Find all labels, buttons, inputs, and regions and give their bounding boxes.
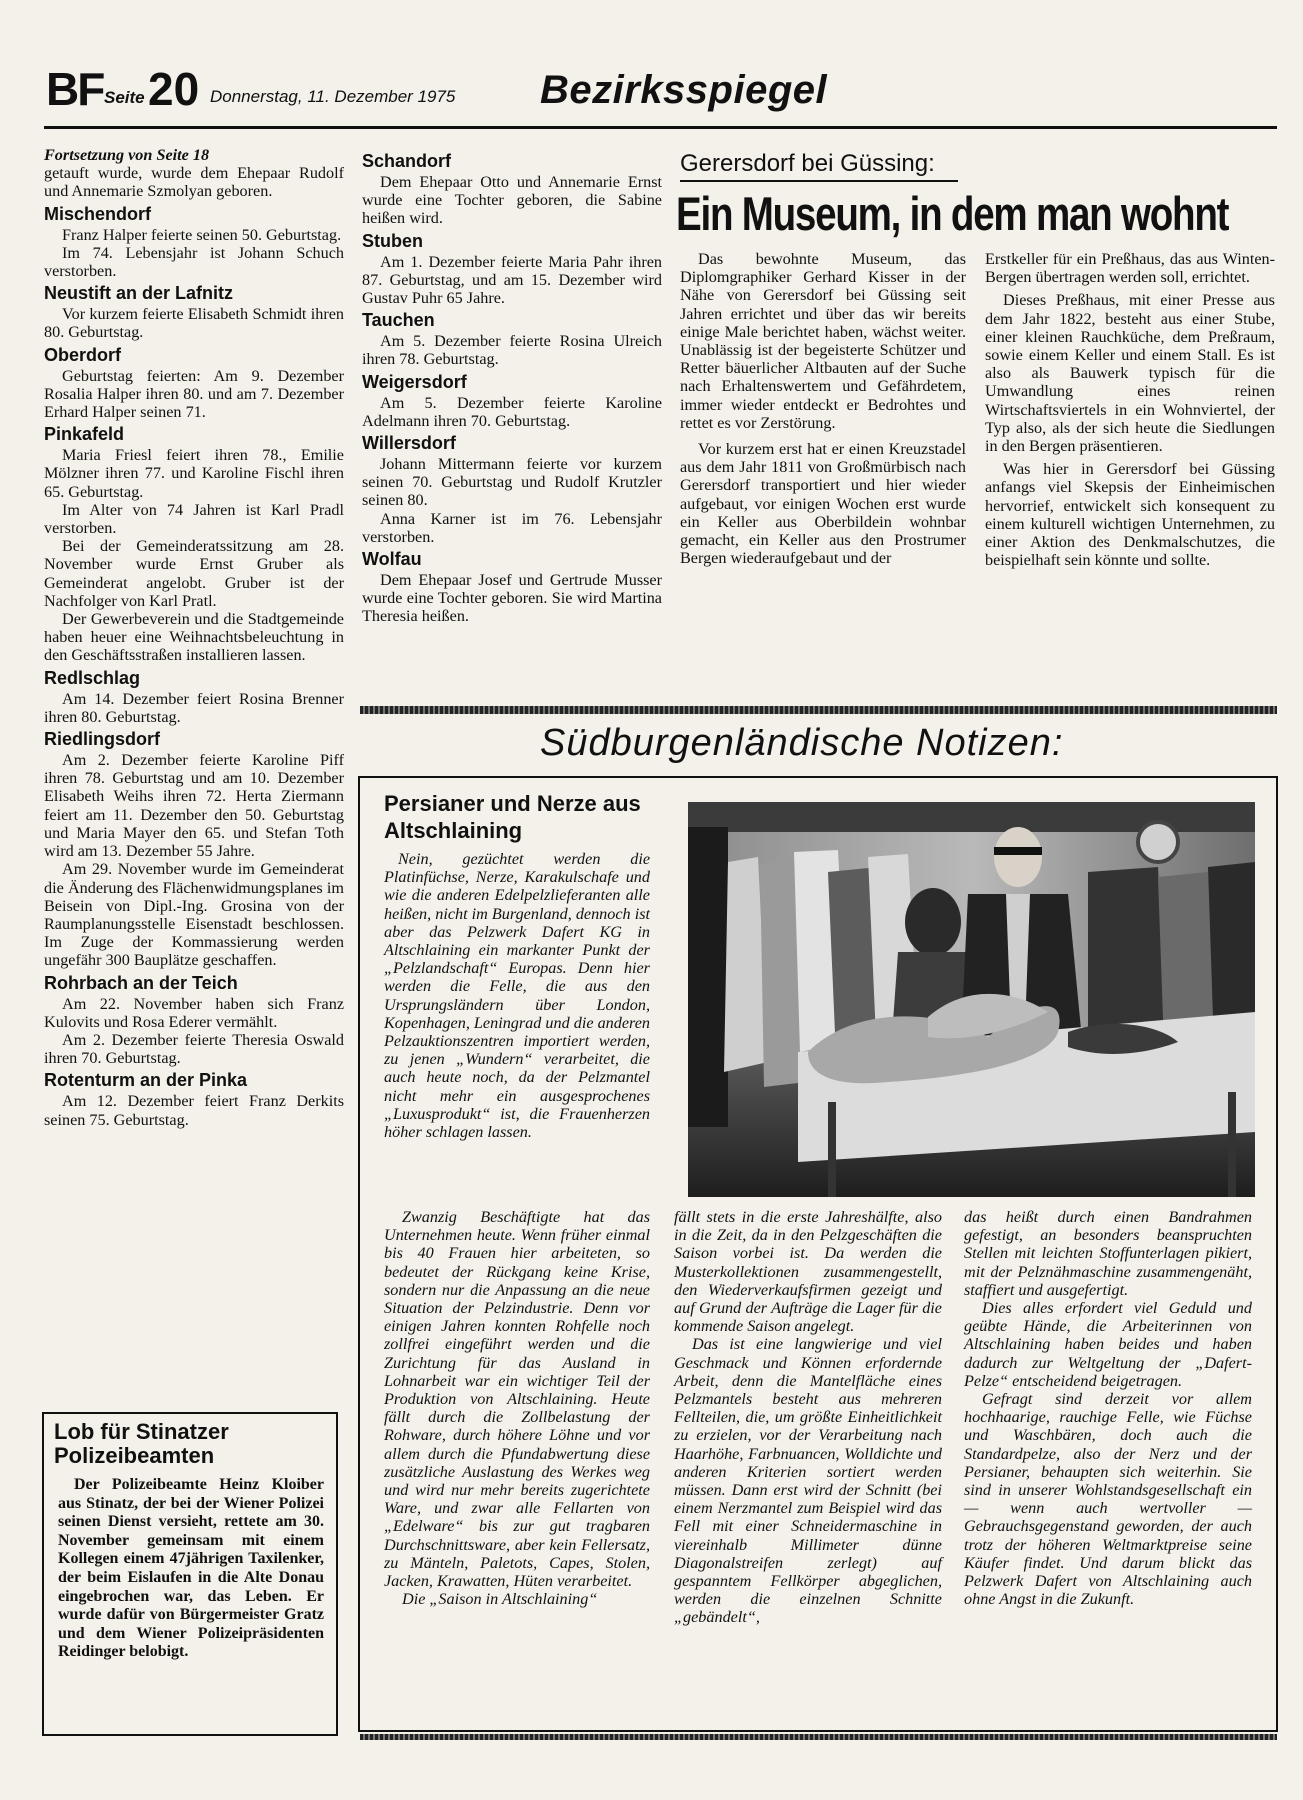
continuation-note: Fortsetzung von Seite 18 [44, 146, 210, 164]
notizen-column-b [674, 1208, 942, 1627]
fur-workshop-photo-image [688, 802, 1255, 1197]
column-local-news-1 [44, 146, 344, 1129]
notizen-column-a [384, 1208, 650, 1608]
notizen-intro: Nein, gezüchtet werden die Platinfüchse, Nerze, Karakulschafe und wie die anderen Edelpelzlieferanten alle heißen, nicht im Burgenland, dennoch ist aber das Pelzwerk Dafert KG in Altschlaining ein markanter Punkt der „Pelzlandschaft“ Europas. Denn hier werden die Felle, die aus den Ursprungsländern über London, Kopenhagen, Leningrad und die anderen Pelzauktionszentren importiert werden, zu jenen „Wundern“ verarbeitet, die auch heute noch, da der Pelzmantel nicht mehr ein ausgesprochenes „Luxusprodukt“ ist, die Frauenherzen höher schlagen lassen. [384, 850, 651, 1142]
column-local-news-2 [362, 148, 662, 626]
news-paragraph: Am 5. Dezember feierte Rosina Ulreich ihren 78. Geburtstag. [362, 332, 662, 369]
news-paragraph: Der Gewerbeverein und die Stadtgemeinde haben heuer eine Weihnachtsbeleuchtung in den Geschäftsstraßen installieren lassen. [44, 610, 344, 665]
lob-headline: Lob für Stinatzer Polizeibeamten [54, 1419, 229, 1468]
lob-article-box [42, 1412, 338, 1736]
news-paragraph: Am 14. Dezember feiert Rosina Brenner ihren 80. Geburtstag. [44, 689, 344, 726]
place-heading: Stuben [362, 230, 423, 251]
news-paragraph: Im 74. Lebensjahr ist Johann Schuch verstorben. [44, 243, 344, 281]
news-paragraph: Am 22. November haben sich Franz Kulovits und Rosa Ederer vermählt. [44, 994, 344, 1031]
news-paragraph: Dem Ehepaar Otto und Annemarie Ernst wurde eine Tochter geboren, die Sabine heißen wird. [362, 173, 662, 228]
place-heading: Pinkafeld [44, 424, 125, 445]
page-number: 20 [148, 63, 200, 115]
notizen-paragraph: fällt stets in die erste Jahreshälfte, also in die Zeit, da in den Pelzgeschäften die Saison vorbei ist. Da werden die Musterkollektionen zusammengestellt, den Wiederverkaufsfirmen gezeigt und auf Grund der Aufträge die Lager für die kommende Saison angelegt. [674, 1208, 942, 1336]
fur-workshop-photo [688, 802, 1255, 1197]
section-title: Bezirksspiegel [540, 68, 828, 112]
news-paragraph: Am 5. Dezember feierte Karoline Adelmann ihren 70. Geburtstag. [362, 393, 662, 430]
museum-column-b [985, 250, 1275, 569]
news-paragraph: Am 29. November wurde im Gemeinderat die Änderung des Flächenwidmungsplanes im Beisein von Dipl.-Ing. Grosina von der Raumplanungsstelle Eisenstadt beschlossen. Im Zuge der Kommassierung werden ungefähr 300 Bauplätze geschaffen. [44, 860, 344, 970]
place-heading: Neustift an der Lafnitz [44, 283, 234, 304]
place-heading: Tauchen [362, 310, 435, 331]
kicker-underline [680, 180, 958, 182]
place-heading: Weigersdorf [362, 371, 467, 392]
notizen-paragraph: Dies alles erfordert viel Geduld und geübte Hände, die Arbeiterinnen von Altschlaining haben beides und haben dadurch zur Weltgeltung der „Dafert-Pelze“ entscheidend beigetragen. [964, 1299, 1252, 1390]
place-heading: Riedlingsdorf [44, 729, 160, 750]
news-paragraph: Am 2. Dezember feierte Karoline Piff ihren 78. Geburtstag und am 10. Dezember Elisabeth Weihs ihren 72. Herta Ziermann feiert am 11. Dezember den 50. Geburtstag und Maria Mayer den 65. und Stefan Toth wird am 13. Dezember 55 Jahre. [44, 751, 344, 861]
museum-paragraph: Das bewohnte Museum, das Diplomgraphiker Gerhard Kisser in der Nähe von Gerersdorf bei Güssing seit Jahren errichtet und über das wir bereits einige Male berichtet haben, wächst weiter. Unablässig ist der begeisterte Schützer und Retter bäuerlicher Altbauten auf der Suche nach Erhaltenswertem und Gefährdetem, immer wieder entdeckt er Bedrohtes und rettet es vor Zerstörung. [680, 250, 966, 432]
news-paragraph: Geburtstag feierten: Am 9. Dezember Rosalia Halper ihren 80. und am 7. Dezember Erhard Halper seinen 71. [44, 366, 344, 422]
place-heading: Rohrbach an der Teich [44, 972, 238, 993]
museum-column-a [680, 250, 966, 567]
news-paragraph: Johann Mittermann feierte vor kurzem seinen 70. Geburtstag und Rudolf Krutzler seinen 80. [362, 455, 662, 510]
issue-date: Donnerstag, 11. Dezember 1975 [210, 87, 456, 106]
newspaper-logo: BF [46, 63, 104, 115]
place-heading: Rotenturm an der Pinka [44, 1070, 248, 1091]
news-paragraph: Am 1. Dezember feierte Maria Pahr ihren 87. Geburtstag, und am 15. Dezember wird Gustav Puhr 65 Jahre. [362, 252, 662, 308]
museum-headline: Ein Museum, in dem man wohnt [676, 187, 1229, 240]
news-paragraph: Franz Halper feierte seinen 50. Geburtstag. [62, 225, 342, 244]
place-heading: Oberdorf [44, 344, 122, 365]
news-paragraph: Am 12. Dezember feiert Franz Derkits seinen 75. Geburtstag. [44, 1092, 344, 1129]
museum-paragraph: Dieses Preßhaus, mit einer Presse aus dem Jahr 1822, besteht aus einer Stube, einer kleinen Rauchküche, dem Preßraum, sowie einem Keller und einem Stall. Es ist also als Bauwerk typisch für die Umwandlung eines reinen Wirtschaftsviertels in ein Wohnviertel, der Typ also, als der sich heute die Siedlungen in den Bergen präsentieren. [985, 291, 1275, 456]
bottom-divider [360, 1734, 1277, 1740]
museum-paragraph: Vor kurzem erst hat er einen Kreuzstadel aus dem Jahr 1811 von Großmürbisch nach Gerersdorf transportiert und hier wieder aufgebaut, vor einigen Wochen erst wurde ein Keller aus Oberbildein wohnbar gemacht, ein Keller aus den Prostrumer Bergen wiederaufgebaut und der [680, 440, 966, 568]
news-paragraph: Maria Friesl feiert ihren 78., Emilie Mölzner ihren 77. und Karoline Fischl ihren 65. Geburtstag. [44, 446, 344, 501]
museum-paragraph: Was hier in Gerersdorf bei Güssing anfangs viel Skepsis der Einheimischen hervorrief, entwickelt sich konsequent zu einem kulturell wichtigen Unternehmen, zu einer Aktion des Denkmalschutzes, die beispielhaft sein könnte und sollte. [985, 460, 1275, 570]
notizen-article-title: Persianer und Nerze aus Altschlaining [384, 791, 641, 843]
news-paragraph: Anna Karner ist im 76. Lebensjahr verstorben. [362, 509, 662, 546]
notizen-section-title: Südburgenländische Notizen: [540, 722, 1064, 764]
section-divider [360, 706, 1277, 714]
news-paragraph: Bei der Gemeinderatssitzung am 28. November wurde Ernst Gruber als Gemeinderat angelobt. Gruber ist der Nachfolger von Karl Pratl. [44, 537, 344, 610]
place-heading: Wolfau [362, 549, 422, 570]
museum-paragraph: Erstkeller für ein Preßhaus, das aus Winten-Bergen übertragen werden soll, errichtet. [985, 250, 1275, 287]
header-rule [44, 126, 1277, 129]
notizen-paragraph: Die „Saison in Altschlaining“ [402, 1590, 598, 1609]
place-heading: Willersdorf [362, 433, 456, 454]
seite-label: Seite [104, 88, 145, 107]
place-heading: Redlschlag [44, 667, 141, 688]
news-paragraph: Im Alter von 74 Jahren ist Karl Pradl verstorben. [44, 500, 344, 538]
notizen-paragraph: Gefragt sind derzeit vor allem hochhaarige, rauchige Felle, wie Füchse und Waschbären, doch auch die Standardpelze, also der Nerz und der Persianer, behaupten sich weiterhin. Sie sind in unserer Wohlstandsgesellschaft ein — wenn auch wertvoller — Gebrauchsgegenstand geworden, der auch trotz der höheren Weltmarktpreise seine Käufer findet. Und darum blickt das Pelzwerk Dafert von Altschlaining auch ohne Angst in die Zukunft. [964, 1390, 1252, 1609]
masthead [44, 62, 1276, 126]
place-heading: Mischendorf [44, 203, 152, 224]
notizen-column-c [964, 1208, 1252, 1608]
place-heading: Schandorf [362, 151, 452, 171]
notizen-paragraph: das heißt durch einen Bandrahmen gefestigt, an besonders beanspruchten Stellen mit leichten Stoffunterlagen pikiert, mit der Pelznähmaschine zusammengenäht, staffiert und ausgefertigt. [964, 1208, 1252, 1299]
museum-kicker: Gerersdorf bei Güssing: [680, 150, 935, 177]
news-paragraph: Dem Ehepaar Josef und Gertrude Musser wurde eine Tochter geboren. Sie wird Martina Theresia heißen. [362, 571, 662, 626]
lob-text: Der Polizeibeamte Heinz Kloiber aus Stinatz, der bei der Wiener Polizei seinen Dienst versieht, rettete am 30. November gemeinsam mit einem Kollegen einem 47jährigen Taxilenker, der beim Eislaufen in die Alte Donau eingebrochen war, das Leben. Er wurde dafür von Bürgermeister Gratz und dem Wiener Polizeipräsidenten Reidinger belobigt. [58, 1476, 324, 1661]
notizen-paragraph: Zwanzig Beschäftigte hat das Unternehmen heute. Wenn früher einmal bis 40 Frauen hier arbeiteten, so bedeutet der Rückgang keine Krise, sondern nur die Anpassung an die neue Situation der Pelzindustrie. Denn vor einigen Jahren konnten Rohfelle noch zollfrei eingeführt werden und die Zurichtung für das Ausland in Lohnarbeit war ein wichtiger Teil der Produktion von Altschlaining. Heute fällt durch die Zollbelastung der Rohware, durch höhere Löhne und vor allem durch die Pfundabwertung diese zusätzliche Auslastung des Werkes weg und wird nur mehr bereits zugerichtete Ware, und zwar alle Fellarten von „Edelware“ bis zur gut tragbaren Durchschnittsware, aber kein Fellersatz, zu Mänteln, Paletots, Capes, Stolen, Jacken, Krawatten, Hüten verarbeitet. [384, 1208, 650, 1591]
notizen-paragraph: Das ist eine langwierige und viel Geschmack und Können erfordernde Arbeit, denn die Mantelfläche eines Pelzmantels besteht aus mehreren Fellteilen, die, um größte Einheitlichkeit zu erzielen, vor der Verarbeitung nach Haarhöhe, Farbnuancen, Wolldichte und anderen Kriterien sortiert werden müssen. Dann erst wird der Schnitt (bei einem Nerzmantel zum Beispiel wird das Fell mit einer Schneidermaschine in viereinhalb Millimeter dünne Diagonalstreifen zerlegt) auf gespanntem Fellkörper abgeglichen, werden die einzelnen Schnitte „gebändelt“, [674, 1335, 942, 1627]
news-paragraph: Vor kurzem feierte Elisabeth Schmidt ihren 80. Geburtstag. [44, 305, 344, 342]
news-paragraph: Am 2. Dezember feierte Theresia Oswald ihren 70. Geburtstag. [44, 1030, 344, 1068]
notizen-box [358, 776, 1278, 1732]
intro-paragraph: getauft wurde, wurde dem Ehepaar Rudolf und Annemarie Szmolyan geboren. [44, 164, 344, 201]
